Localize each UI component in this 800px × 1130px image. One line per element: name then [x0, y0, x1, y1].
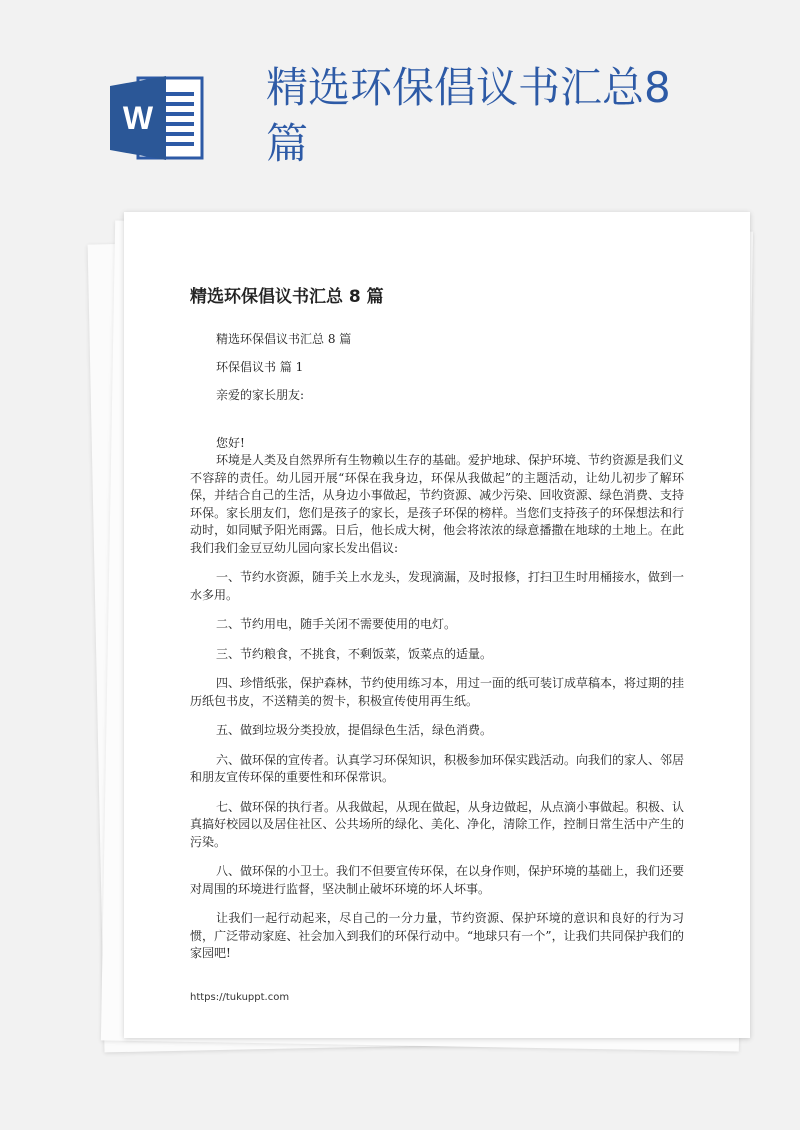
word-document-icon	[108, 72, 208, 164]
page-title: 精选环保倡议书汇总8篇	[266, 63, 671, 168]
paragraph: 环境是人类及自然界所有生物赖以生存的基础。爱护地球、保护环境、节约资源是我们义不容辞的责任。幼儿园开展“环保在我身边，环保从我做起”的主题活动，让幼儿初步了解环保，并结合自己的生活，从身边小事做起，节约资源、减少污染、回收资源、绿色消费、支持环保。家长朋友们，您们是孩子的家长，是孩子环保的榜样。当您们支持孩子的环保想法和行动时，如同赋予阳光雨露。日后，他长成大树，他会将浓浓的绿意播撒在地球的土地上。在此我们我们金豆豆幼儿园向家长发出倡议:	[190, 453, 685, 555]
svg-text:W: W	[122, 100, 154, 136]
document-title: 精选环保倡议书汇总 8 篇	[190, 287, 384, 307]
salutation: 亲爱的家长朋友:	[216, 388, 305, 402]
footer-url: https://tukuppt.com	[190, 992, 290, 1003]
paragraph: 四、珍惜纸张，保护森林，节约使用练习本，用过一面的纸可装订成草稿本，将过期的挂历纸包书皮，不送精美的贺卡，积极宣传使用再生纸。	[190, 676, 685, 708]
header	[0, 0, 800, 200]
paragraph: 七、做环保的执行者。从我做起，从现在做起，从身边做起，从点滴小事做起。积极、认真搞好校园以及居住社区、公共场所的绿化、美化、净化，清除工作，控制日常生活中产生的污染。	[190, 799, 685, 849]
document-subtitle: 精选环保倡议书汇总 8 篇	[216, 332, 352, 346]
paragraph: 八、做环保的小卫士。我们不但要宣传环保，在以身作则，保护环境的基础上，我们还要对周围的环境进行监督，坚决制止破坏环境的坏人坏事。	[190, 864, 685, 896]
section-heading: 环保倡议书 篇 1	[216, 360, 304, 374]
document-page	[124, 212, 750, 1038]
paragraph: 一、节约水资源，随手关上水龙头，发现滴漏，及时报修，打扫卫生时用桶接水，做到一水多用。	[190, 570, 685, 602]
paragraph: 六、做环保的宣传者。认真学习环保知识，积极参加环保实践活动。向我们的家人、邻居和朋友宣传环保的重要性和环保常识。	[190, 752, 685, 784]
greeting: 您好!	[216, 436, 245, 450]
document-body	[190, 452, 684, 975]
paragraph: 三、节约粮食，不挑食，不剩饭菜，饭菜点的适量。	[216, 646, 493, 661]
paragraph: 让我们一起行动起来，尽自己的一分力量，节约资源、保护环境的意识和良好的行为习惯，广泛带动家庭、社会加入到我们的环保行动中。“地球只有一个”，让我们共同保护我们的家园吧!	[190, 911, 684, 960]
paragraph: 二、节约用电，随手关闭不需要使用的电灯。	[216, 617, 457, 631]
paragraph: 五、做到垃圾分类投放，提倡绿色生活，绿色消费。	[216, 723, 493, 737]
